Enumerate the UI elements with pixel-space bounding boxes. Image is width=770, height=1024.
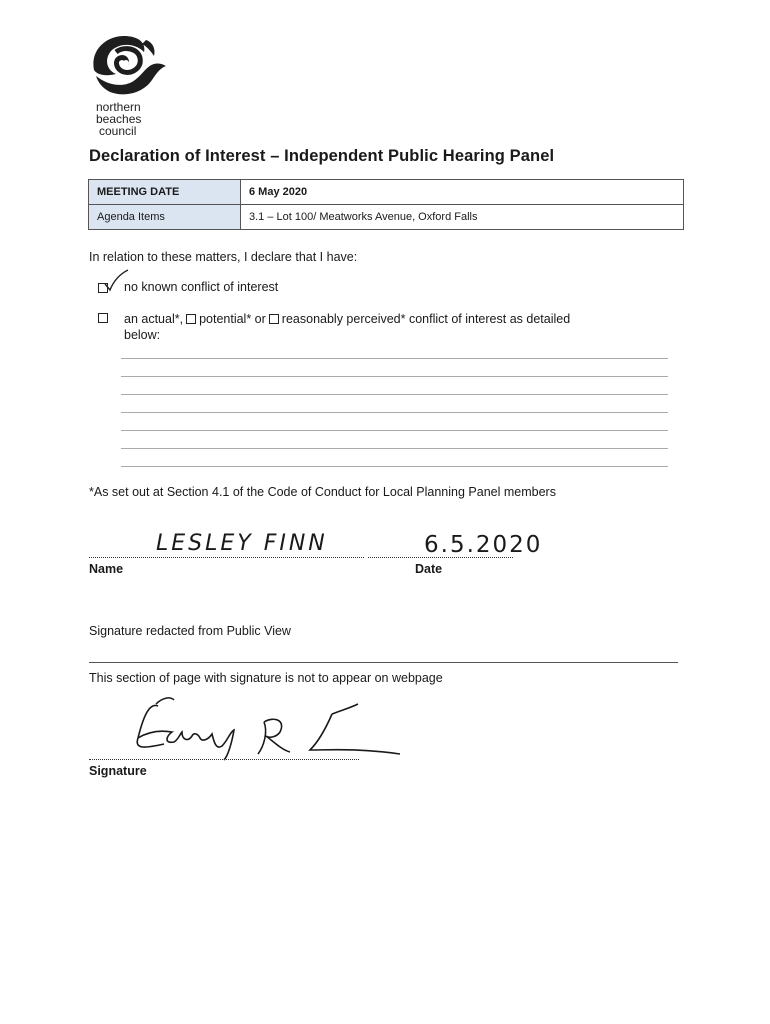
- handwritten-date-text: 6.5.2020: [424, 532, 543, 558]
- agenda-items-value: 3.1 – Lot 100/ Meatworks Avenue, Oxford Falls: [241, 205, 684, 230]
- name-dotted-line: [89, 557, 364, 558]
- conflict-checkbox[interactable]: [98, 313, 108, 323]
- no-conflict-label: no known conflict of interest: [124, 280, 279, 294]
- handwritten-date: [420, 522, 580, 562]
- section-divider: [89, 662, 678, 663]
- table-row: [89, 180, 684, 205]
- page-title: Declaration of Interest – Independent Public Hearing Panel: [89, 147, 555, 165]
- detail-line-6[interactable]: [121, 448, 668, 449]
- detail-line-2[interactable]: [121, 376, 668, 377]
- section-note: This section of page with signature is not to appear on webpage: [89, 671, 443, 685]
- signature-dotted-line: [89, 759, 359, 760]
- meeting-date-label: MEETING DATE: [89, 180, 241, 205]
- date-label: Date: [415, 562, 443, 576]
- org-name-line2: beaches: [96, 112, 142, 126]
- footnote: *As set out at Section 4.1 of the Code of Conduct for Local Planning Panel members: [89, 485, 556, 499]
- org-name: [96, 101, 141, 137]
- org-name-line3: council: [99, 124, 137, 138]
- detail-line-3[interactable]: [121, 394, 668, 395]
- date-dotted-line: [368, 557, 513, 558]
- declaration-intro: In relation to these matters, I declare that I have:: [89, 250, 358, 264]
- agenda-items-label: Agenda Items: [89, 205, 241, 230]
- table-row: [89, 205, 684, 230]
- detail-line-5[interactable]: [121, 430, 668, 431]
- signature-image: [118, 692, 408, 762]
- handwritten-name: [150, 522, 410, 562]
- name-label: Name: [89, 562, 124, 576]
- redaction-note: Signature redacted from Public View: [89, 624, 291, 638]
- actual-conflict-text: an actual*,: [124, 312, 184, 326]
- below-text: below:: [124, 328, 161, 342]
- detail-line-7[interactable]: [121, 466, 668, 467]
- perceived-conflict-text: reasonably perceived* conflict of interest as detailed: [281, 312, 571, 326]
- detail-line-4[interactable]: [121, 412, 668, 413]
- perceived-checkbox[interactable]: [269, 314, 279, 324]
- signature-label: Signature: [89, 764, 147, 778]
- conflict-label: [124, 311, 664, 343]
- potential-checkbox[interactable]: [186, 314, 196, 324]
- meeting-info-table: [88, 179, 684, 230]
- org-name-line1: northern: [96, 100, 141, 114]
- handwritten-name-text: LESLEY FINN: [156, 531, 328, 556]
- potential-conflict-text: potential* or: [199, 312, 266, 326]
- meeting-date-value: 6 May 2020: [241, 180, 684, 205]
- council-logo: [86, 30, 168, 102]
- detail-line-1[interactable]: [121, 358, 668, 359]
